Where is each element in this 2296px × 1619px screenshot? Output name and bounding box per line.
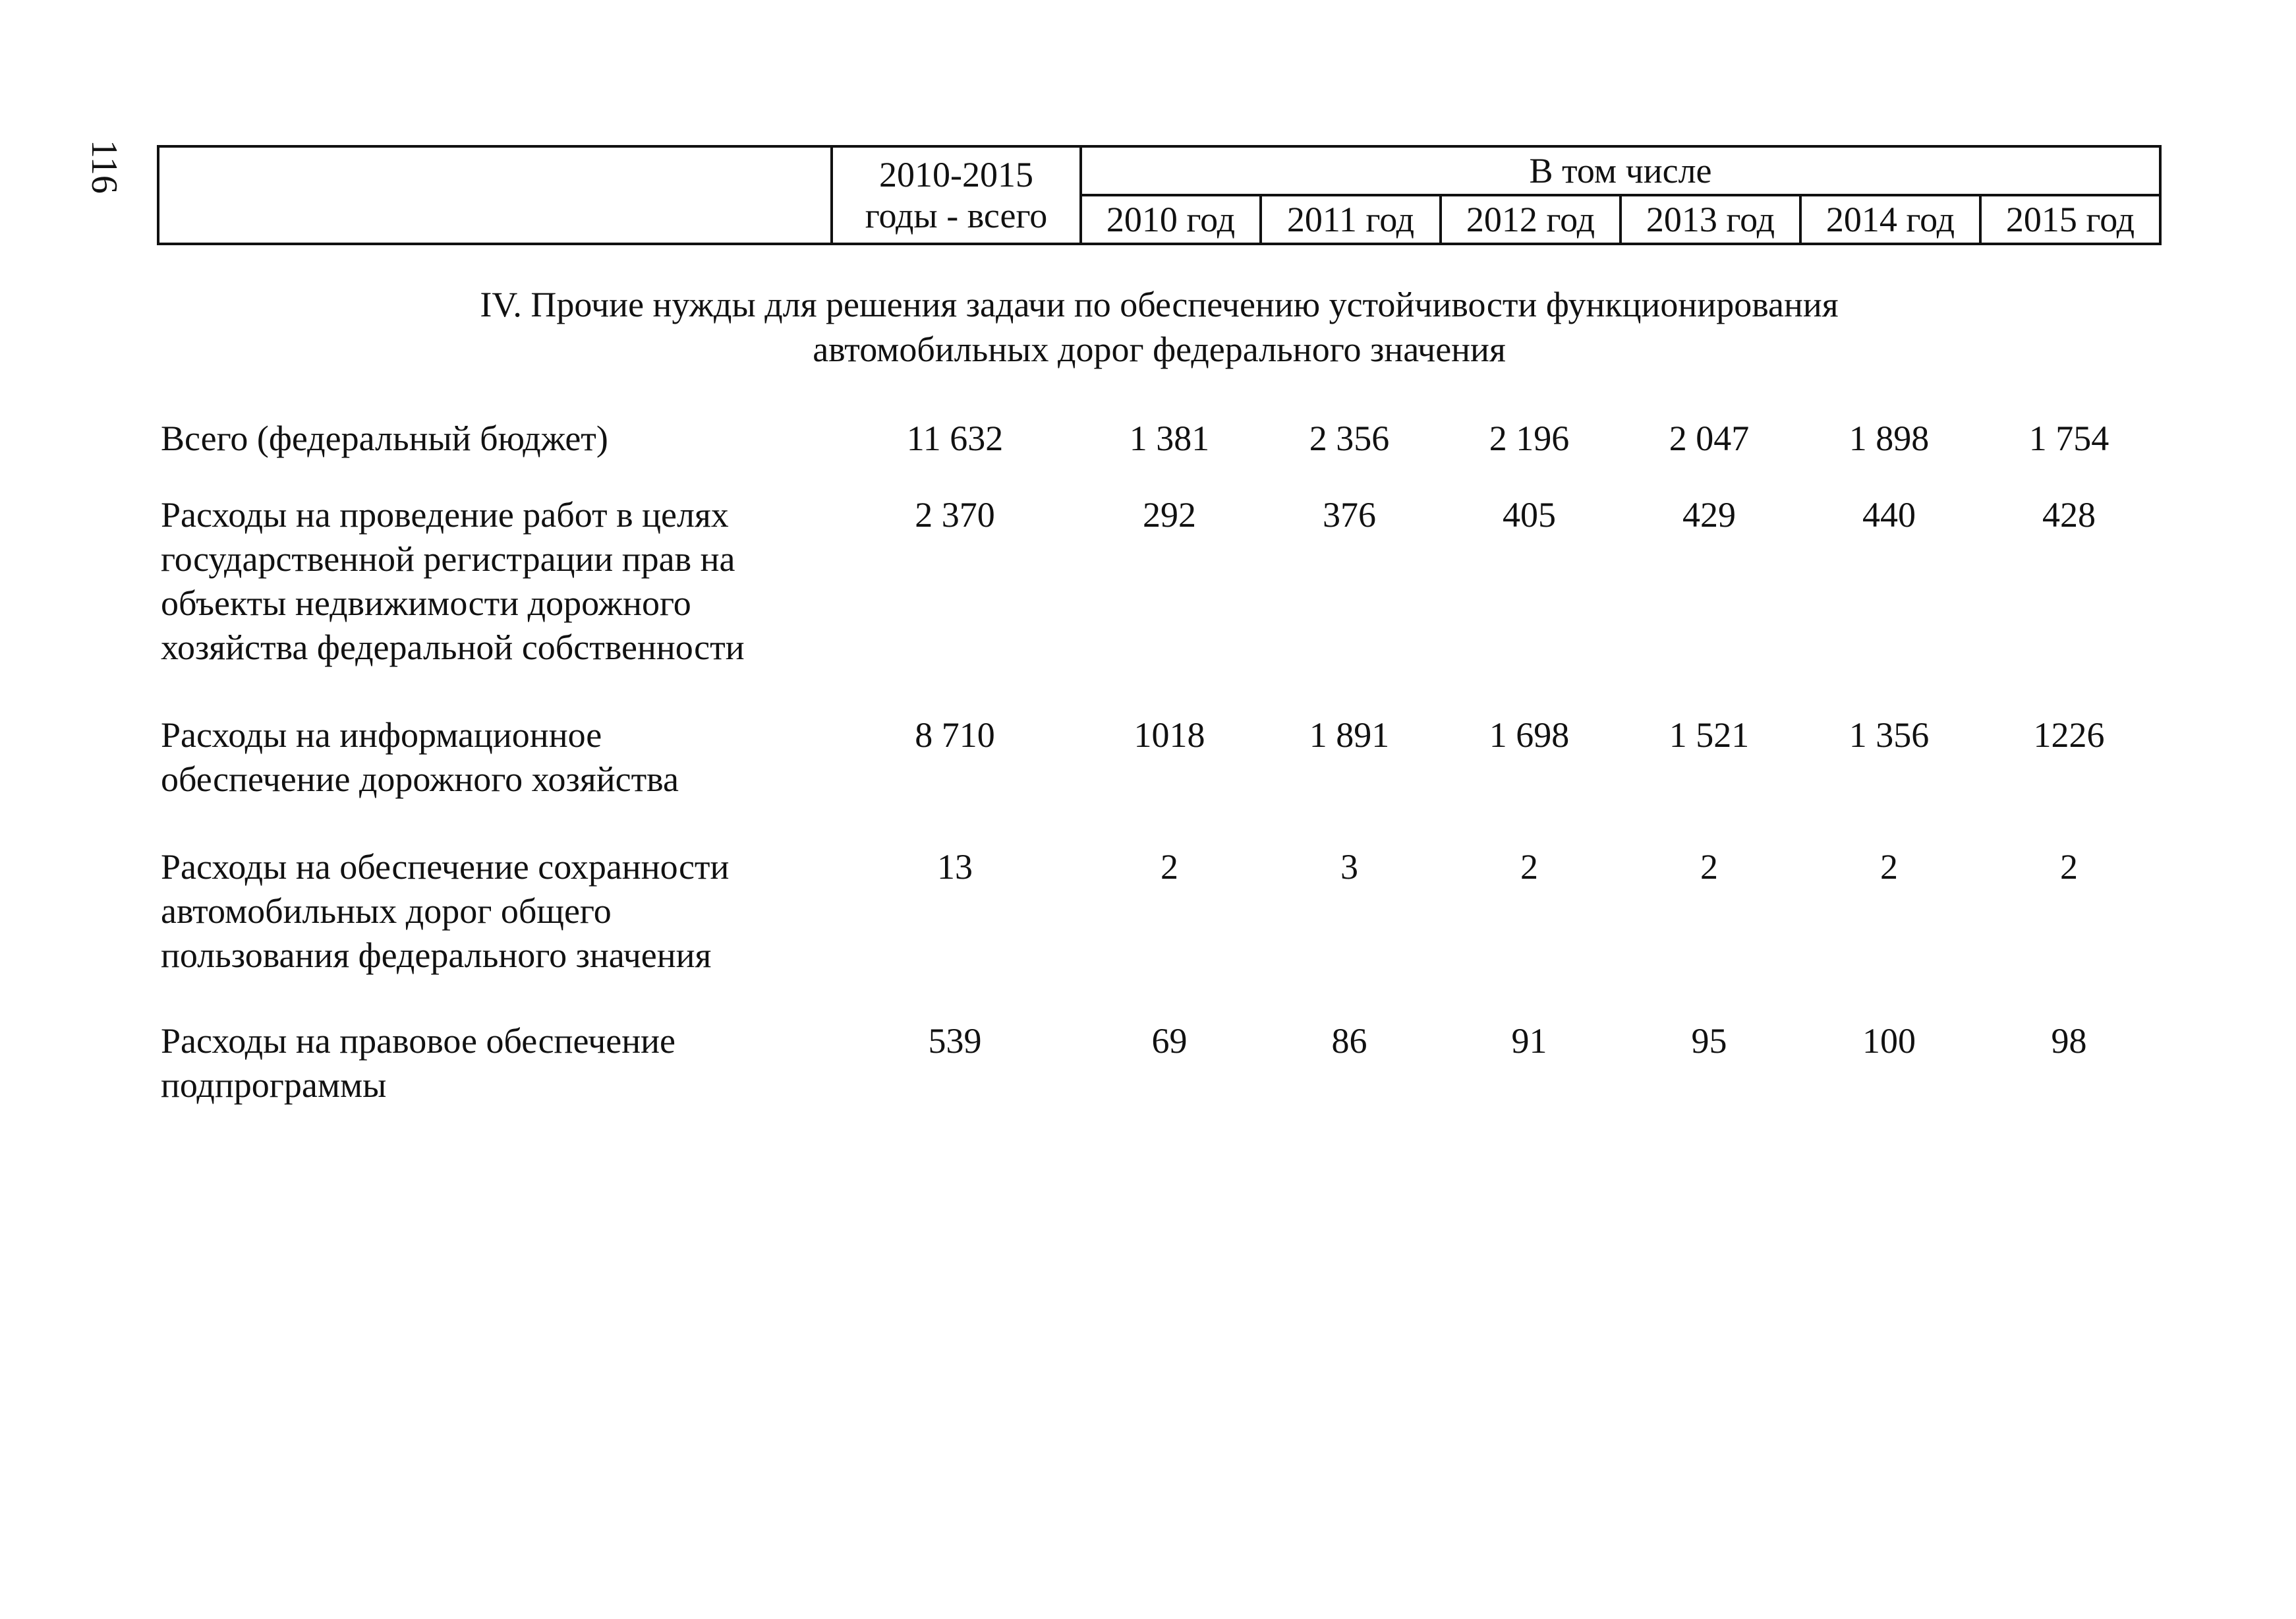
header-table — [157, 145, 2162, 245]
row-value-2013: 2 — [1700, 847, 1718, 887]
row-value-2011: 1 891 — [1309, 715, 1390, 755]
row-value-2014: 440 — [1862, 495, 1916, 535]
table-row-total — [157, 417, 2162, 461]
row-value-2015: 98 — [2051, 1021, 2087, 1061]
row-value-2010: 1018 — [1134, 715, 1205, 755]
row-value-2012: 1 698 — [1489, 715, 1570, 755]
table-row-legal — [157, 1019, 2162, 1107]
row-total-value: 8 710 — [915, 715, 995, 755]
row-value-2011: 3 — [1340, 847, 1358, 887]
header-year-2015: 2015 год — [1980, 195, 2160, 244]
header-blank-cell — [158, 146, 832, 244]
row-value-2014: 1 898 — [1849, 419, 1930, 458]
row-value-2011: 376 — [1323, 495, 1376, 535]
header-year-2010: 2010 год — [1081, 195, 1261, 244]
row-value-2010: 2 — [1161, 847, 1178, 887]
row-label: Расходы на информационное обеспечение дорожного хозяйства — [161, 715, 679, 799]
row-value-2014: 2 — [1880, 847, 1898, 887]
table-row-information — [157, 713, 2162, 802]
row-value-2013: 1 521 — [1669, 715, 1750, 755]
table-row-safety — [157, 845, 2162, 978]
row-value-2011: 2 356 — [1309, 419, 1390, 458]
row-value-2013: 429 — [1682, 495, 1736, 535]
row-total-value: 11 632 — [906, 419, 1004, 458]
row-total-value: 539 — [928, 1021, 982, 1061]
row-value-2012: 2 — [1520, 847, 1538, 887]
row-label: Расходы на проведение работ в целях государственной регистрации прав на объекты недвижимости дорожного хозяйства федеральной собственности — [161, 495, 745, 667]
row-value-2011: 86 — [1331, 1021, 1367, 1061]
row-value-2012: 405 — [1503, 495, 1556, 535]
row-value-2014: 100 — [1862, 1021, 1916, 1061]
header-total: 2010-2015 годы - всего — [832, 146, 1081, 244]
row-value-2013: 2 047 — [1669, 419, 1750, 458]
row-value-2013: 95 — [1691, 1021, 1727, 1061]
header-group: В том числе — [1081, 146, 2160, 195]
section-title-line2: автомобильных дорог федерального значения — [813, 330, 1506, 369]
header-year-2014: 2014 год — [1800, 195, 1980, 244]
row-label: Расходы на обеспечение сохранности автомобильных дорог общего пользования федерального значения — [161, 847, 730, 975]
table-row-registration — [157, 493, 2162, 670]
section-title-line1: IV. Прочие нужды для решения задачи по обеспечению устойчивости функционирования — [480, 285, 1839, 324]
header-year-2013: 2013 год — [1621, 195, 1800, 244]
row-total-value: 13 — [937, 847, 973, 887]
row-label: Расходы на правовое обеспечение подпрограммы — [161, 1021, 675, 1105]
row-value-2012: 91 — [1511, 1021, 1547, 1061]
row-value-2015: 428 — [2042, 495, 2096, 535]
row-value-2015: 2 — [2060, 847, 2078, 887]
row-value-2010: 292 — [1143, 495, 1196, 535]
header-year-2011: 2011 год — [1261, 195, 1441, 244]
row-value-2014: 1 356 — [1849, 715, 1930, 755]
header-year-2012: 2012 год — [1441, 195, 1621, 244]
section-title — [157, 282, 2162, 372]
row-label: Всего (федеральный бюджет) — [161, 419, 608, 458]
row-value-2015: 1 754 — [2028, 419, 2109, 458]
row-value-2015: 1226 — [2033, 715, 2105, 755]
page-number: 116 — [84, 140, 125, 194]
row-value-2010: 1 381 — [1129, 419, 1210, 458]
row-value-2012: 2 196 — [1489, 419, 1570, 458]
row-total-value: 2 370 — [915, 495, 995, 535]
row-value-2010: 69 — [1151, 1021, 1188, 1061]
